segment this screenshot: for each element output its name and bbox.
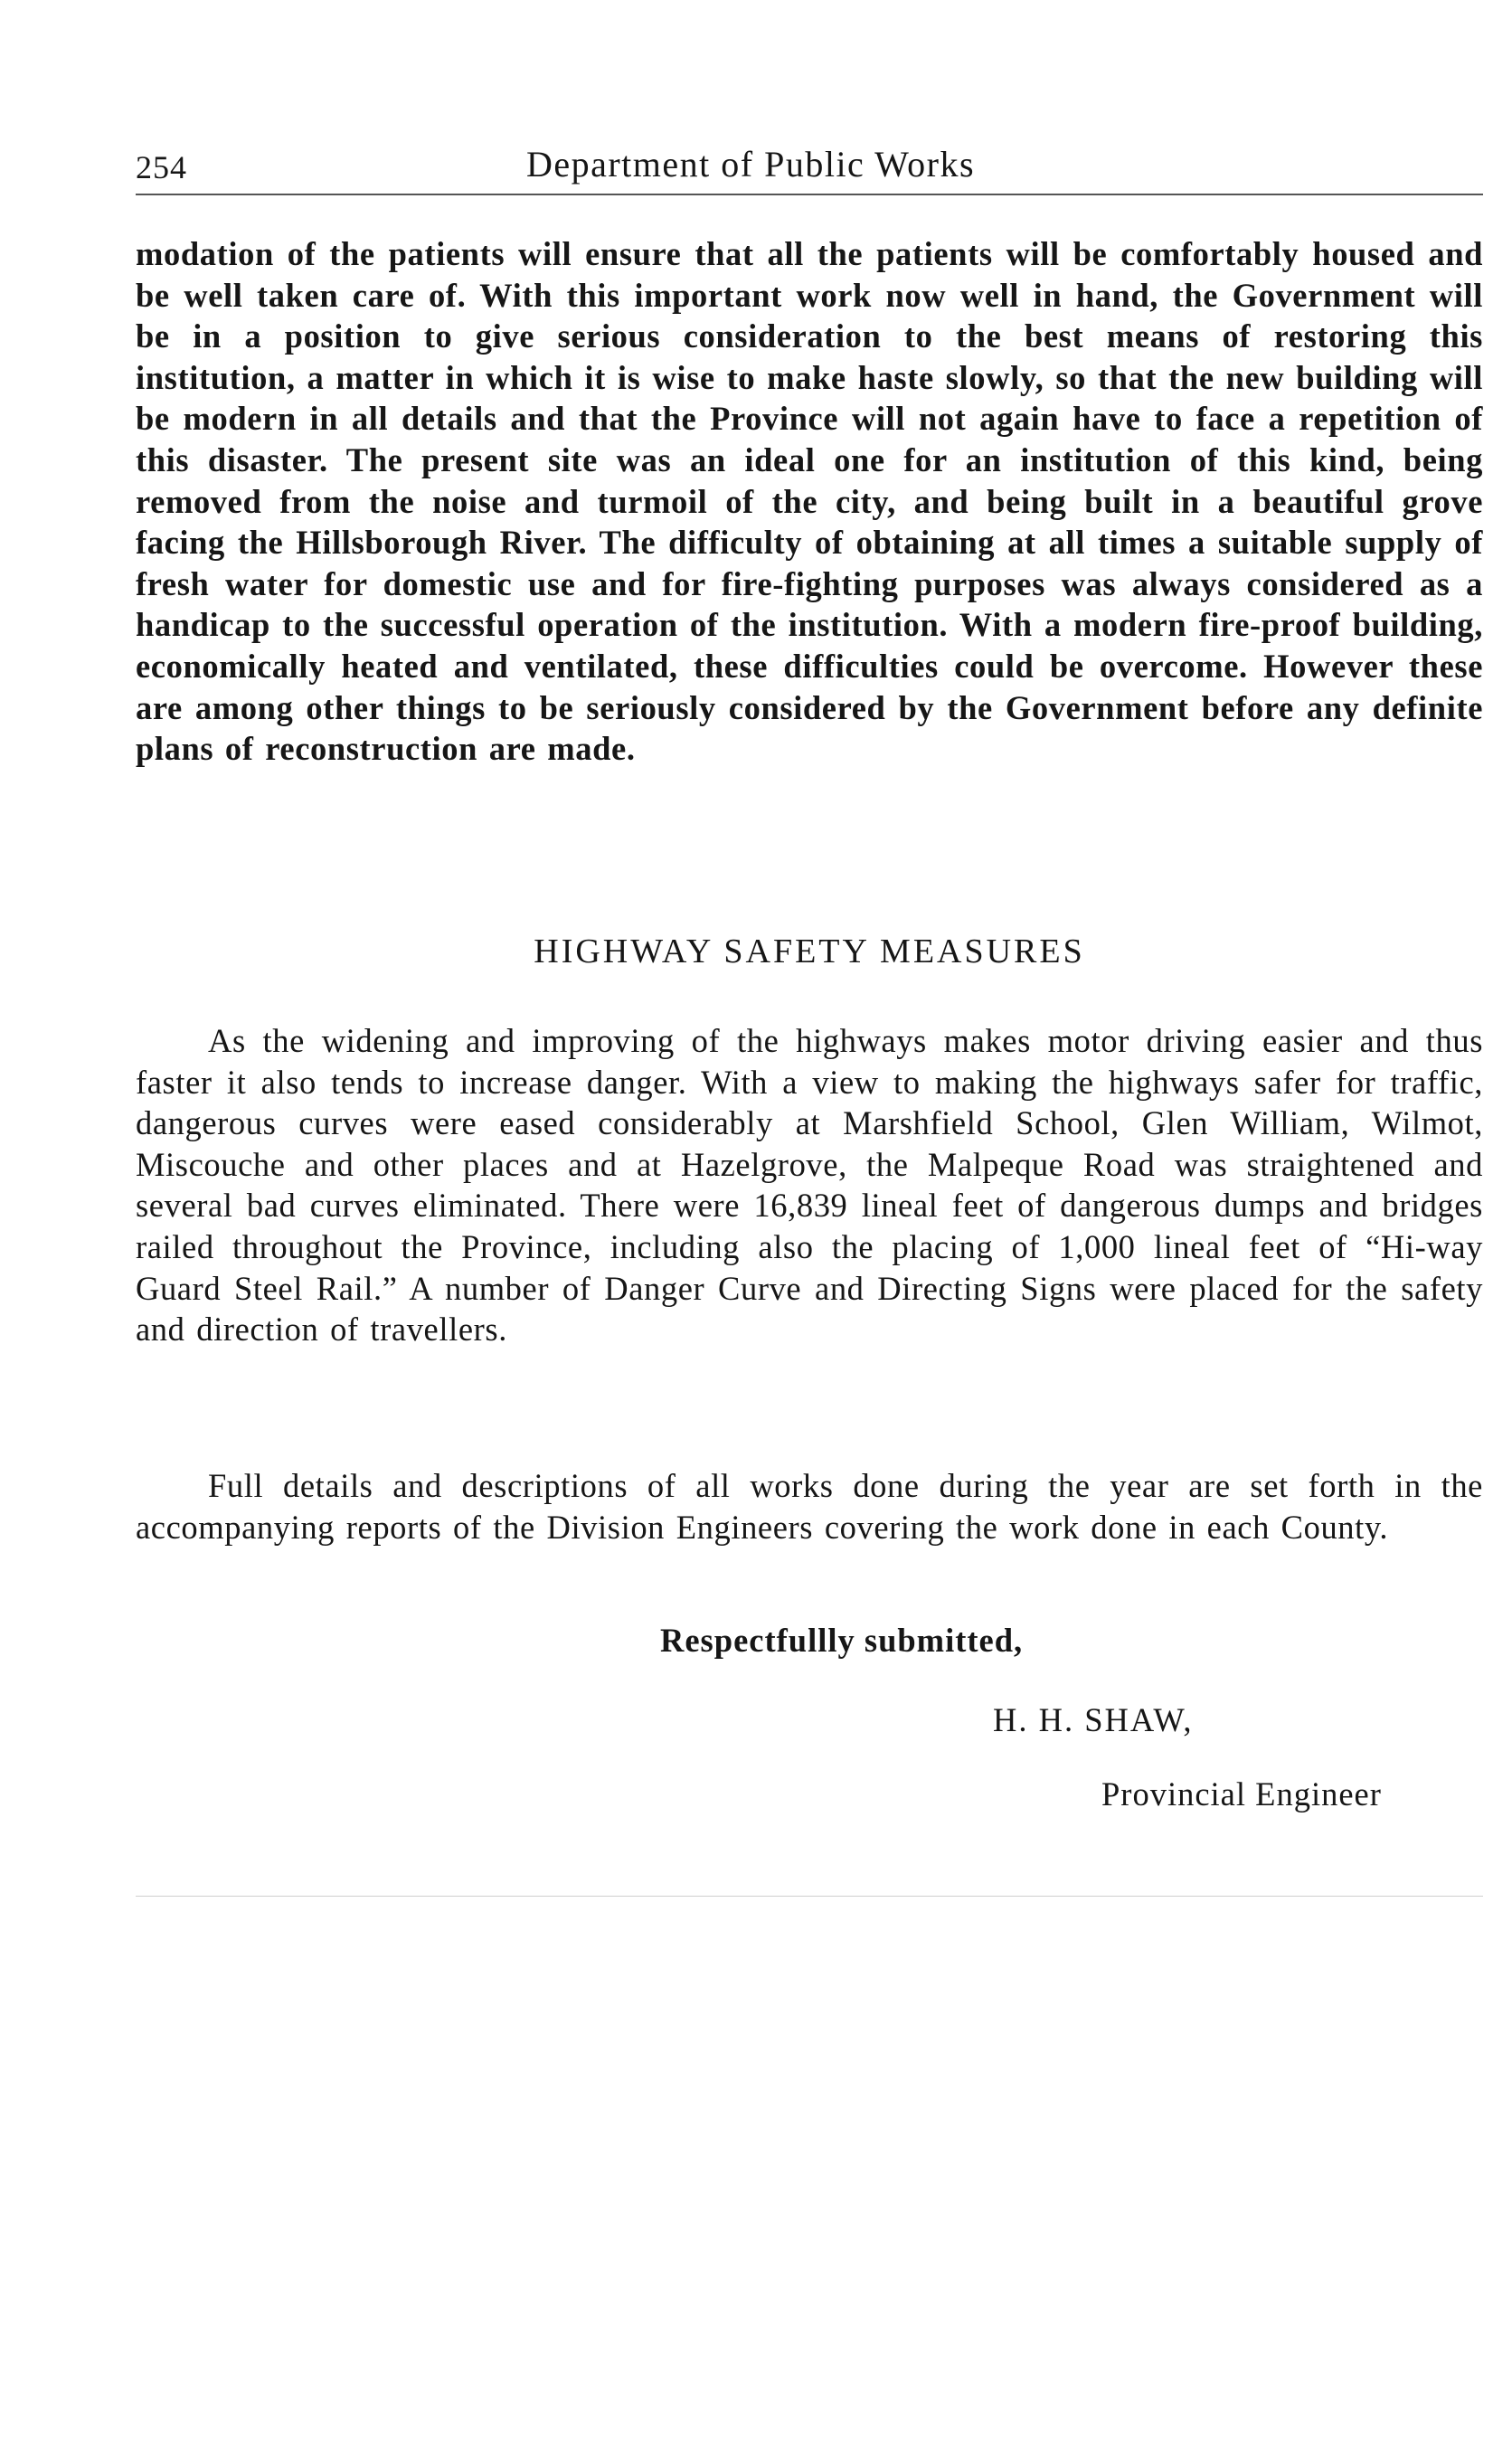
closing-salutation: Respectfullly submitted, bbox=[660, 1622, 1024, 1659]
running-head bbox=[136, 143, 1483, 190]
paragraph-full-details: Full details and descriptions of all works done during the year are set forth in the accompanying reports of the Division Engineers covering the work done in each County. bbox=[136, 1467, 1483, 1546]
section-heading: HIGHWAY SAFETY MEASURES bbox=[534, 932, 1085, 970]
paragraph-continuation: modation of the patients will ensure that all the patients will be comfortably housed and be well taken care of. With this important work now well in hand, the Government will be in a position to give serious consideration to the best means of restoring this institution, a matter in which it is wise to make haste slowly, so that the new building will be modern in all details and that the Province will not again have to face a repetition of this disaster. The present site was an ideal one for an institution of this kind, being removed from the noise and turmoil of the city, and being built in a beautiful grove facing the Hillsborough River. The difficulty of obtaining at all times a suitable supply of fresh water for domestic use and for fire-fighting purposes was always considered as a handicap to the successful operation of the institution. With a modern fire-proof building, economically heated and ventilated, these difficulties could be overcome. However these are among other things to be seriously considered by the Government before any definite plans of reconstruction are made. bbox=[136, 235, 1483, 768]
running-title: Department of Public Works bbox=[525, 144, 976, 185]
paragraph-highway-safety: As the widening and improving of the highways makes motor driving easier and thus faster it also tends to increase danger. With a view to making the highways safer for traffic, dangerous curves were eased considerably at Marshfield School, Glen William, Wilmot, Miscouche and other places and at Hazelgrove, the Malpeque Road was straightened and several bad curves eliminated. There were 16,839 lineal feet of dangerous dumps and bridges railed throughout the Province, including also the placing of 1,000 lineal feet of “Hi-way Guard Steel Rail.” A number of Danger Curve and Directing Signs were placed for the safety and direction of travellers. bbox=[136, 1022, 1483, 1349]
signatory-title: Provincial Engineer bbox=[1101, 1775, 1382, 1813]
signatory-name: H. H. SHAW, bbox=[993, 1701, 1194, 1738]
page-number: 254 bbox=[136, 149, 187, 185]
header-rule bbox=[136, 194, 1483, 195]
faint-rule bbox=[136, 1896, 1483, 1897]
